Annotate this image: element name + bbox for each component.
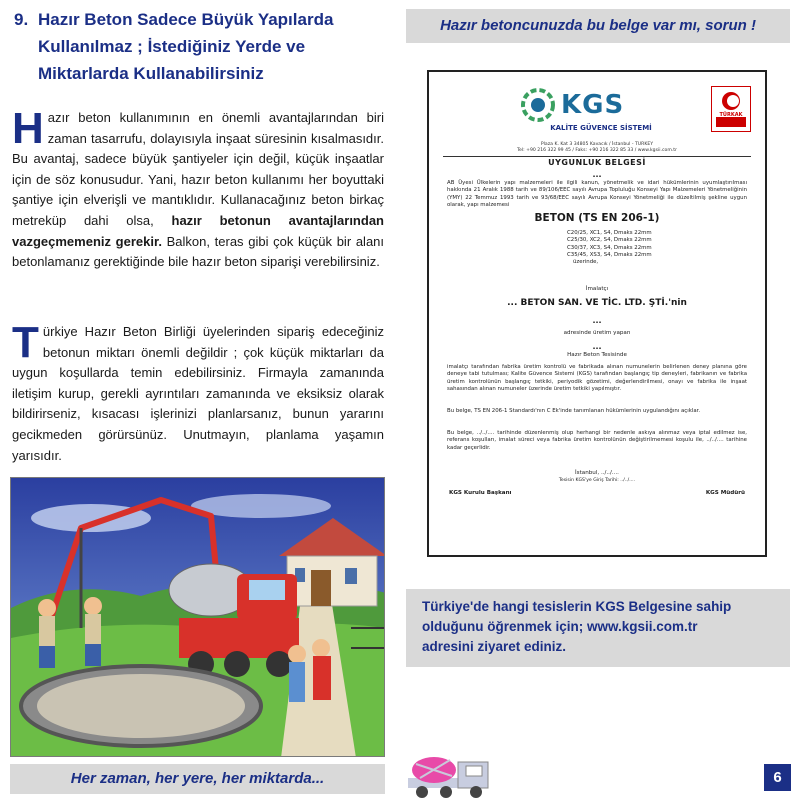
turkak-badge: TÜRKAK xyxy=(711,86,751,132)
heading-line-2: Kullanılmaz ; İstediğiniz Yerde ve xyxy=(38,37,306,56)
cert-body-2: Bu belge, TS EN 206-1 Standardı'nın C Ek'inde tanımlanan hükümlerinin uygulandığını açıklar. xyxy=(447,408,701,414)
concrete-pour-scene xyxy=(11,478,385,757)
cta-line-3: adresini ziyaret ediniz. xyxy=(422,639,567,654)
cert-title: UYGUNLUK BELGESİ xyxy=(548,158,646,167)
cert-classes: C20/25, XC1, S4, Dmaks 22mm C25/30, XC2, S4, Dmaks 22mm C30/37, XC3, S4, Dmaks 22mm C35/45, XS3, S4, Dmaks 22mm üzerinde, xyxy=(567,230,652,266)
cert-dots-2: ... xyxy=(592,316,602,325)
cert-dots-1: ... xyxy=(592,170,602,179)
cert-intro: AB Üyesi Ülkelerin yapı malzemeleri ile ilgili kanun, yönetmelik ve idari hükümlerinin uyumlaştırılması hakkında 21 Aralık 1988 tarih ve 89/106/EEC sayılı Avrupa Topluluğu Konseyi Yapı Malzemeleri Yönetmeliğinin (YMY) 22 Temmuz 1993 tarih ve 93/68/EEC sayılı Avrupa Konseyi Yönetmeliği ile düzeltilmiş şekline uygun olarak, yapı malzemesi xyxy=(447,180,747,208)
cert-body-3: Bu belge, ../../.... tarihinde düzenlenmiş olup herhangi bir nedenle askıya alınmaz veya iptal edilmez ise, referans koşulları, imalat süreci veya fabrika üretim kontrolünün değiştirilmemesi koşulu ile, ../../.... tarihine kadar geçerlidir. xyxy=(447,430,747,451)
paragraph-1: Hazır beton kullanımının en önemli avantajlarından biri zaman tasarrufu, dolayısıyla inşaat süresinin kısalmasıdır. Bu avantaj, sadece büyük şantiyeler için değil, küçük inşaatlar için de söz konusudur. Yani, hazır beton kullanımı her boyuttaki şantiye için elverişli ve mantıklıdır. Kullanacağınız beton birkaç metreküp dahi olsa, hazır betonun avantajlarından vazgeçmemeniz gerekir. Balkon, teras gibi çok küçük bir alanı betonlamanız gerektiğinde bile hazır beton siparişi verebilirsiniz. xyxy=(12,104,385,270)
cert-address: Plaza K. Kat 3 34805 Kavacık / İstanbul - TURKEY Tel: +90 216 322 99 45 / Faks: +90 216 322 85 33 / www.kgsii.com.tr xyxy=(517,142,677,153)
cert-company: ... BETON SAN. VE TİC. LTD. ŞTİ.'nin xyxy=(507,298,687,308)
heading-line-3: Miktarlarda Kullanabilirsiniz xyxy=(38,64,264,83)
cert-body-1: imalatçı tarafından fabrika üretim kontrolü ve fabrikada alınan numunelerin belirlenen deney planına göre deneye tabi tutulması; Kalite Güvence Sistemi (KGS) tarafından başlangıç tip deneyleri, fabrikanın ve fabrika üretim kontrolünün başlangıç tetkiki, periyodik gözetimi, değerlendirilmesi, onayı ve fabrika ile inşaat sahasından alınan numuneler üzerinde üretim tetkiki yapılmıştır. xyxy=(447,364,747,392)
cert-imalatci: İmalatçı xyxy=(585,286,609,292)
kgs-mark-icon xyxy=(521,88,555,122)
cta-line-1: Türkiye'de hangi tesislerin KGS Belgesine sahip xyxy=(422,599,732,614)
cert-dots-3: ... xyxy=(592,342,602,351)
dropcap-h: H xyxy=(12,104,44,153)
cert-tesisinde: Hazır Beton Tesisinde xyxy=(567,352,627,358)
construction-illustration xyxy=(10,477,385,757)
kgs-cta-box xyxy=(406,589,790,667)
caption-left: Her zaman, her yere, her miktarda... xyxy=(10,764,385,794)
cert-issue-date: Tesisin KGS'ye Giriş Tarihi: ../../.... xyxy=(558,478,636,483)
cert-product: BETON (TS EN 206-1) xyxy=(534,212,660,224)
cta-line-2: olduğunu öğrenmek için; www.kgsii.com.tr xyxy=(422,619,698,634)
cert-adresinde: adresinde üretim yapan xyxy=(563,330,631,336)
cert-sign-right: KGS Müdürü xyxy=(705,490,745,496)
mixer-truck-icon xyxy=(406,752,492,800)
cert-place-date: İstanbul, ../../.... xyxy=(575,470,619,476)
kgs-certificate xyxy=(427,70,767,557)
banner-right: Hazır betoncunuzda bu belge var mı, sorun ! xyxy=(406,9,790,43)
heading-line-1: 9. Hazır Beton Sadece Büyük Yapılarda xyxy=(14,10,334,29)
turkak-icon xyxy=(712,87,750,131)
kgs-logo: KGS KALİTE GÜVENCE SİSTEMİ xyxy=(521,88,681,132)
section-heading xyxy=(14,6,394,87)
page-number: 6 xyxy=(764,764,791,791)
paragraph-2: Türkiye Hazır Beton Birliği üyelerinden sipariş edeceğiniz betonun miktarı önemli değildir ; çok küçük miktarları da uygun koşullarda temin edebilirsiniz. Firmayla zamanında iletişim kurup, gerekli ayrıntıları zamanında ve eksiksiz olarak bildirirseniz, kısacası işlerinizi planlarsanız, bunun yararını gecikmeden görürsünüz. Unutmayın, planlama yaşamın yarısıdır. xyxy=(12,318,384,463)
cert-sign-left: KGS Kurulu Başkanı xyxy=(449,490,512,496)
cert-divider xyxy=(443,156,751,157)
dropcap-t: T xyxy=(12,318,39,367)
